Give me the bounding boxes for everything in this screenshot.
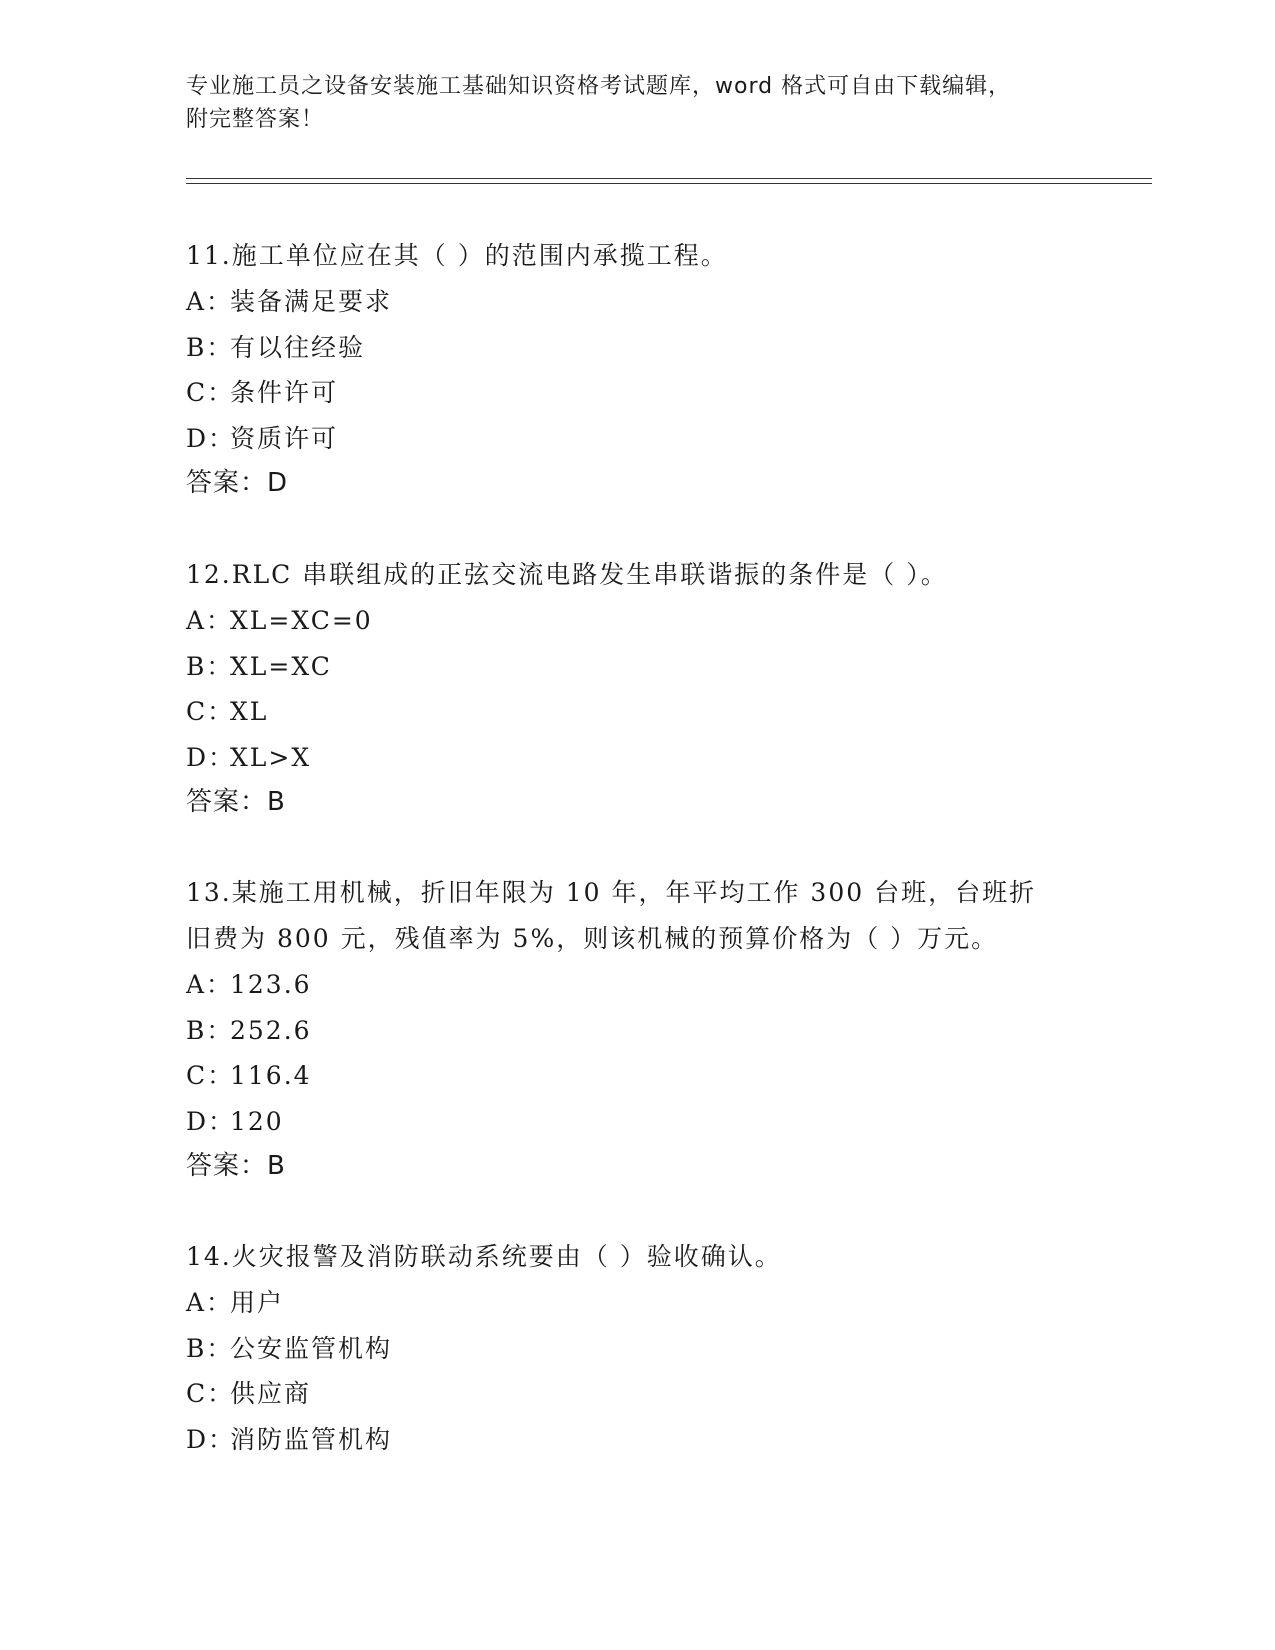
option-label: C： bbox=[186, 378, 235, 407]
question-12 bbox=[186, 552, 1086, 826]
option-label: A： bbox=[186, 287, 234, 316]
option-a bbox=[186, 1280, 1086, 1326]
question-stem: 11.施工单位应在其（ ）的范围内承揽工程。 bbox=[186, 241, 728, 270]
option-text: 装备满足要求 bbox=[230, 287, 393, 316]
option-label: A： bbox=[186, 606, 234, 635]
header-line-2: 附完整答案！ bbox=[186, 107, 325, 132]
question-stem-line-1: 13.某施工用机械，折旧年限为 10 年，年平均工作 300 台班，台班折 bbox=[186, 878, 1037, 907]
question-stem-line-2: 旧费为 800 元，残值率为 5%，则该机械的预算价格为（ ）万元。 bbox=[186, 924, 999, 953]
option-text: 123.6 bbox=[230, 970, 312, 999]
option-text: 公安监管机构 bbox=[230, 1333, 393, 1363]
option-label: C： bbox=[186, 697, 235, 726]
document-header bbox=[186, 70, 1066, 136]
question-11 bbox=[186, 233, 1086, 507]
option-text: 供应商 bbox=[230, 1379, 312, 1408]
option-a bbox=[186, 279, 1086, 325]
option-label: B： bbox=[186, 651, 234, 681]
option-text: 有以往经验 bbox=[230, 332, 366, 362]
question-13 bbox=[186, 870, 1086, 1190]
option-c bbox=[186, 689, 1086, 735]
option-b bbox=[186, 1326, 1086, 1372]
option-text: XL>X bbox=[230, 742, 312, 772]
option-text: 120 bbox=[230, 1106, 284, 1136]
answer-line: 答案：D bbox=[186, 468, 289, 498]
option-label: B： bbox=[186, 1015, 234, 1045]
question-stem: 14.火灾报警及消防联动系统要由（ ）验收确认。 bbox=[186, 1242, 782, 1271]
option-text: XL=XC bbox=[230, 651, 332, 681]
option-label: A： bbox=[186, 1288, 234, 1317]
option-b bbox=[186, 1008, 1086, 1054]
option-label: D： bbox=[186, 423, 236, 453]
option-label: B： bbox=[186, 332, 234, 362]
option-label: C： bbox=[186, 1061, 235, 1090]
option-text: 116.4 bbox=[230, 1061, 312, 1090]
option-a bbox=[186, 962, 1086, 1008]
option-label: C： bbox=[186, 1379, 235, 1408]
option-c bbox=[186, 1053, 1086, 1099]
option-text: 资质许可 bbox=[230, 423, 339, 453]
option-d bbox=[186, 735, 1086, 781]
option-text: 用户 bbox=[230, 1288, 285, 1317]
option-label: A： bbox=[186, 970, 234, 999]
option-text: 消防监管机构 bbox=[230, 1424, 393, 1454]
option-text: XL=XC=0 bbox=[230, 606, 373, 635]
option-d bbox=[186, 1099, 1086, 1145]
option-a bbox=[186, 598, 1086, 644]
header-line-1: 专业施工员之设备安装施工基础知识资格考试题库，word 格式可自由下载编辑， bbox=[186, 74, 1012, 99]
question-stem: 12.RLC 串联组成的正弦交流电路发生串联谐振的条件是（ ）。 bbox=[186, 560, 948, 589]
option-b bbox=[186, 325, 1086, 371]
option-label: D： bbox=[186, 742, 236, 772]
answer-line: 答案：B bbox=[186, 1151, 286, 1181]
option-b bbox=[186, 644, 1086, 690]
option-text: 条件许可 bbox=[230, 378, 339, 407]
option-label: B： bbox=[186, 1333, 234, 1363]
option-c bbox=[186, 370, 1086, 416]
header-divider-bottom bbox=[186, 183, 1152, 184]
answer-line: 答案：B bbox=[186, 787, 286, 817]
option-text: XL bbox=[230, 697, 269, 726]
option-d bbox=[186, 416, 1086, 462]
option-text: 252.6 bbox=[230, 1015, 312, 1045]
option-label: D： bbox=[186, 1424, 236, 1454]
option-label: D： bbox=[186, 1106, 236, 1136]
question-14 bbox=[186, 1234, 1086, 1462]
option-d bbox=[186, 1417, 1086, 1463]
option-c bbox=[186, 1371, 1086, 1417]
header-divider-top bbox=[186, 178, 1152, 179]
